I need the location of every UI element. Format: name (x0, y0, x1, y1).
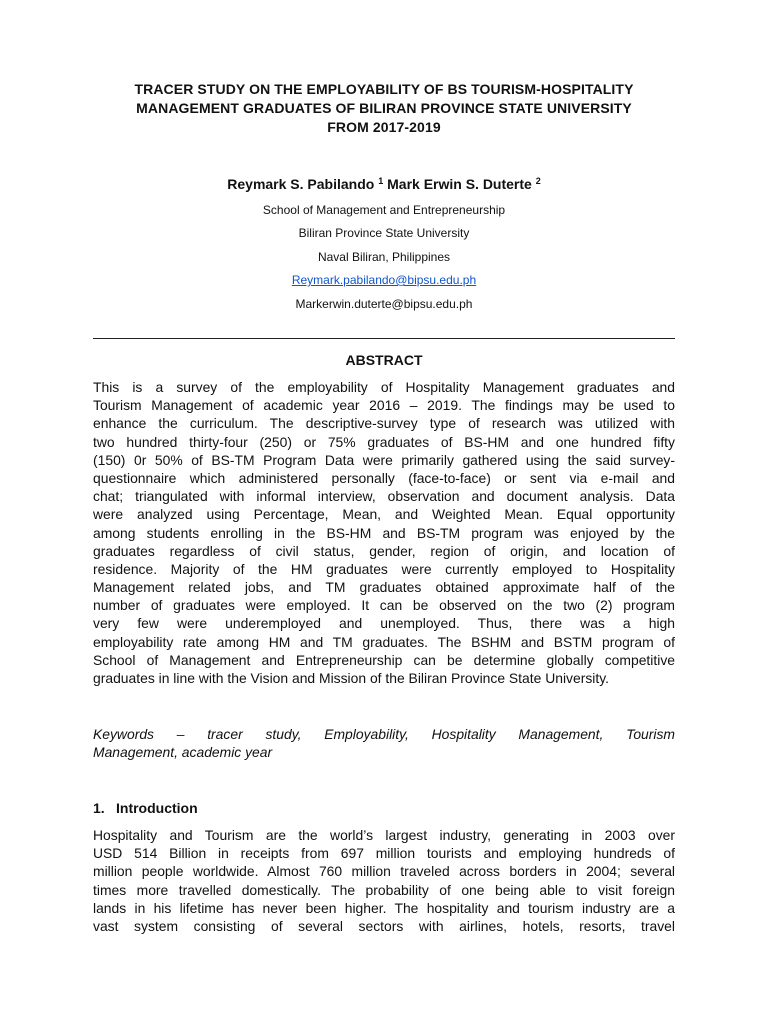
introduction-line: vast system consisting of several sectors with airlines, hotels, resorts, travel (93, 917, 675, 934)
abstract-heading: ABSTRACT (345, 352, 423, 368)
title-line: FROM 2017-2019 (327, 119, 441, 135)
affiliation-university: Biliran Province State University (298, 226, 470, 240)
section-number: 1. (93, 800, 105, 816)
author-name: Reymark S. Pabilando (227, 176, 375, 192)
keywords (93, 725, 675, 761)
abstract-line: residence. Majority of the HM graduates were currently employed to Hospitality (93, 560, 675, 577)
abstract-line: were analyzed using Percentage, Mean, and Weighted Mean. Equal opportunity (93, 506, 675, 523)
email-link[interactable]: Reymark.pabilando@bipsu.edu.ph (291, 273, 477, 287)
abstract-line: enhance the curriculum. The descriptive-survey type of research was utilized with (93, 415, 675, 432)
section-title: Introduction (116, 800, 198, 816)
author-superscript: 2 (535, 176, 541, 186)
abstract-line: employability rate among HM and TM graduates. The BSHM and BSTM program of (93, 633, 675, 650)
author-line (93, 174, 675, 194)
abstract-line: graduates in line with the Vision and Mission of the Biliran Province State University. (93, 670, 610, 686)
title-line: MANAGEMENT GRADUATES OF BILIRAN PROVINCE STATE UNIVERSITY (136, 100, 632, 116)
abstract-body (93, 378, 675, 687)
abstract-line: School of Management and Entrepreneurship can be determine globally competitive (93, 651, 675, 668)
introduction-line: USD 514 Billion in receipts from 697 million tourists and employing hundreds of (93, 845, 675, 862)
author-superscript: 1 (378, 176, 384, 186)
abstract-line: graduates regardless of civil status, gender, region of origin, and location of (93, 542, 675, 559)
section-heading-introduction (93, 799, 198, 817)
abstract-line: chat; triangulated with informal interview, observation and document analysis. Data (93, 488, 675, 505)
affiliation-school: School of Management and Entrepreneurship (262, 203, 506, 217)
introduction-line: Hospitality and Tourism are the world’s largest industry, generating in 2003 over (93, 827, 675, 843)
keywords-line: Keywords – tracer study, Employability, Hospitality Management, Tourism (93, 726, 675, 742)
introduction-line: times more travelled domestically. The probability of one being able to visit foreign (93, 881, 675, 898)
abstract-line: number of graduates were employed. It can be observed on the two (2) program (93, 597, 675, 614)
introduction-line: million people worldwide. Almost 760 million traveled across borders in 2004; several (93, 863, 675, 880)
introduction-body (93, 826, 675, 935)
affiliation-location: Naval Biliran, Philippines (317, 250, 451, 264)
section-divider (93, 338, 675, 339)
abstract-line: (150) 0r 50% of BS-TM Program Data were primarily gathered using the said survey- (93, 451, 675, 468)
abstract-line: two hundred thirty-four (250) or 75% graduates of BS-HM and one hundred fifty (93, 433, 675, 450)
abstract-line: very few were underemployed and unemployed. Thus, there was a high (93, 615, 675, 632)
keywords-line: Management, academic year (93, 744, 273, 761)
abstract-line: questionnaire which administered personally (face-to-face) or sent via e-mail and (93, 469, 675, 486)
paper-title (93, 80, 675, 137)
abstract-line: Tourism Management of academic year 2016 – 2019. The findings may be used to (93, 397, 675, 414)
abstract-line: Management related jobs, and TM graduates obtained approximate half of the (93, 579, 675, 596)
title-line: TRACER STUDY ON THE EMPLOYABILITY OF BS TOURISM-HOSPITALITY (134, 81, 634, 97)
author-name: Mark Erwin S. Duterte (387, 176, 532, 192)
abstract-line: among students enrolling in the BS-HM and BS-TM program was enjoyed by the (93, 524, 675, 541)
abstract-line: This is a survey of the employability of Hospitality Management graduates and (93, 379, 675, 395)
introduction-line: lands in his lifetime has never been higher. The hospitality and tourism industry are a (93, 899, 675, 916)
email-text: Markerwin.duterte@bipsu.edu.ph (295, 297, 473, 311)
